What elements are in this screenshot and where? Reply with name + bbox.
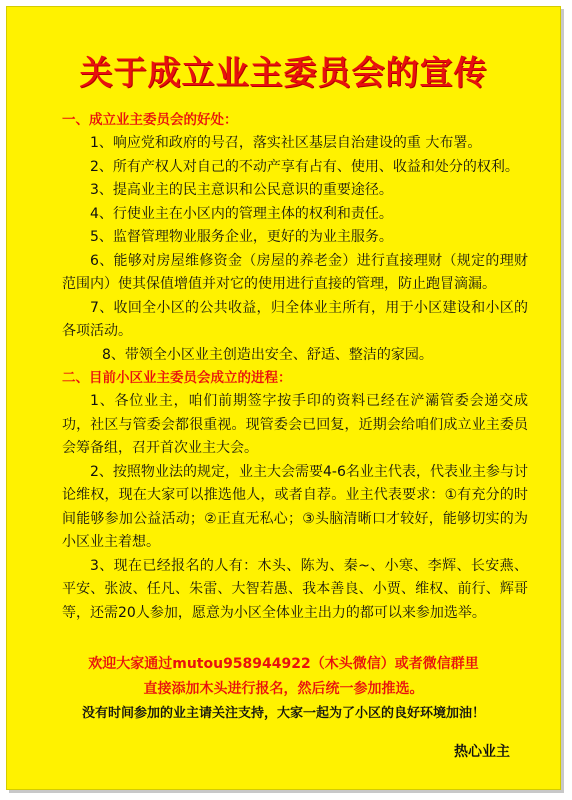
section1-item-4: 4、行使业主在小区内的管理主体的权利和责任。 [90,205,393,222]
section2-item-2: 2、按照物业法的规定，业主大会需要4-6名业主代表，代表业主参与讨论维权，现在大家可以推选他人，或者自荐。业主代表要求：①有充分的时间能够参加公益活动；②正直无私心；③头脑清晰口才较好，能够切实的为小区业主着想。 [62,463,528,550]
footer-signup-line-2: 直接添加木头进行报名，然后统一参加推选。 [143,681,424,697]
poster-title: 关于成立业主委员会的宣传 [79,53,488,92]
section1-item-3: 3、提高业主的民主意识和公民意识的重要途径。 [90,182,393,198]
section1-item-2: 2、所有产权人对自己的不动产享有占有、使用、收益和处分的权利。 [90,158,519,175]
section1-item-5: 5、监督管理物业服务企业，更好的为业主服务。 [90,229,393,245]
section1-item-8: 8、带领全小区业主创造出安全、舒适、整洁的家园。 [102,346,433,363]
section1-item-7: 7、收回全小区的公共收益，归全体业主所有，用于小区建设和小区的各项活动。 [62,299,528,339]
section2-item-1: 1、各位业主，咱们前期签字按手印的资料已经在浐灞管委会递交成功，社区与管委会都很重视。现管委会已回复，近期会给咱们成立业主委员会筹备组，召开首次业主大会。 [62,393,528,456]
footer-support-line: 没有时间参加的业主请关注支持，大家一起为了小区的良好环境加油！ [81,706,485,721]
section1-item-1: 1、响应党和政府的号召，落实社区基层自治建设的重 大布署。 [90,135,482,151]
section1-item-6: 6、能够对房屋维修资金（房屋的养老金）进行直接理财（规定的理财范围内）使其保值增值并对它的使用进行直接的管理，防止跑冒滴漏。 [62,252,528,292]
poster-body [62,109,528,625]
section2-item-3: 3、现在已经报名的人有：木头、陈为、秦~、小寒、李辉、长安燕、平安、张波、任凡、朱雷、大智若愚、我本善良、小贾、维权、前行、辉哥等，还需20人参加，愿意为小区全体业主出力的都可以来参加选举。 [62,557,528,621]
section1-heading: 一、成立业主委员会的好处： [62,112,238,128]
signature: 热心业主 [454,744,510,760]
footer-signup-line-1: 欢迎大家通过mutou958944922（木头微信）或者微信群里 [88,656,479,672]
poster [6,6,561,790]
section2-heading: 二、目前小区业主委员会成立的进程： [62,370,292,386]
